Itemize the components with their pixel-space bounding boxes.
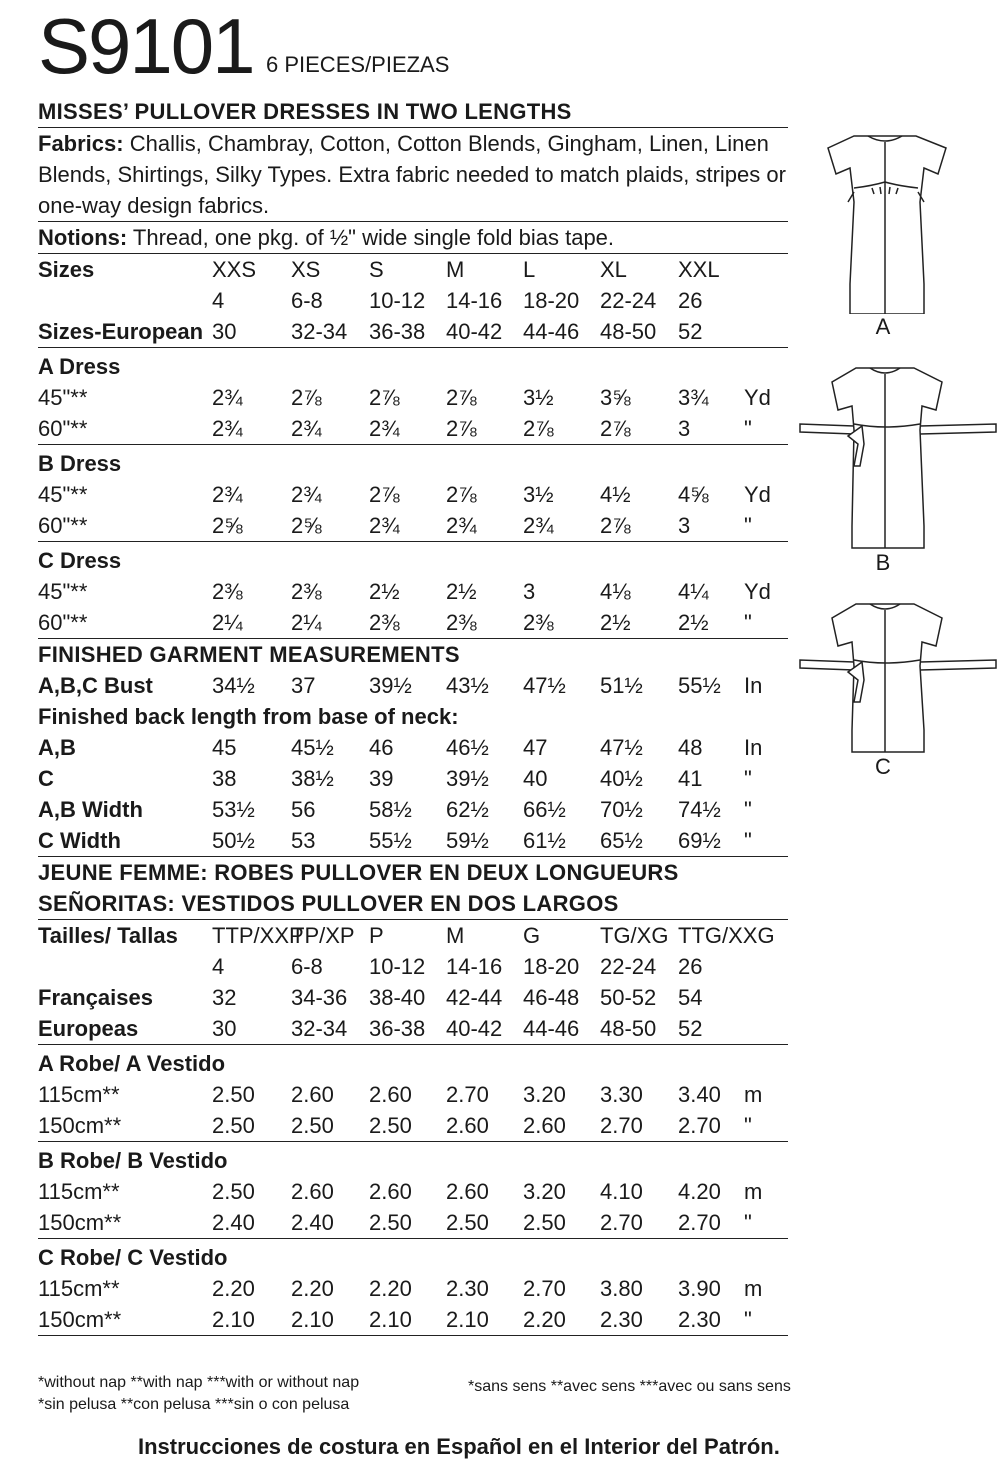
sizes-number-row [38, 285, 788, 316]
cell: 2½ [678, 610, 709, 635]
figure-label-a: A [875, 314, 891, 339]
cell: 2.10 [291, 1307, 334, 1332]
cell: M [446, 257, 465, 282]
cell: 46½ [446, 735, 489, 760]
yardage-metric-row [38, 1304, 788, 1335]
cell: 44-46 [523, 319, 580, 344]
cell: 2⅞ [600, 513, 631, 538]
cell: 2⅞ [446, 482, 477, 507]
figure-label-c: C [875, 754, 891, 779]
cell: 30 [212, 1016, 237, 1041]
cell: 2.60 [291, 1179, 334, 1204]
cell: 3 [678, 416, 691, 441]
cell: 2¾ [212, 482, 243, 507]
cell: 3⅝ [600, 385, 631, 410]
cell: 2.20 [291, 1276, 334, 1301]
dress-c-illustration [796, 602, 1000, 757]
pattern-number: S9101 [38, 2, 254, 90]
cell: 2.30 [600, 1307, 643, 1332]
cell: 10-12 [369, 288, 426, 313]
cell: 34-36 [291, 985, 348, 1010]
section-title-spanish: SEÑORITAS: VESTIDOS PULLOVER EN DOS LARGOS [38, 891, 619, 916]
cell: 3.20 [523, 1082, 566, 1107]
sizes-intl-row [38, 920, 788, 951]
cell: 53½ [212, 797, 255, 822]
cell: 59½ [446, 828, 489, 853]
finished-measurements-title: FINISHED GARMENT MEASUREMENTS [38, 642, 460, 667]
yardage-metric-row [38, 1273, 788, 1304]
cell: 4½ [600, 482, 631, 507]
cell: 38½ [291, 766, 334, 791]
figure-label-b: B [875, 550, 891, 575]
cell: 2.30 [678, 1307, 721, 1332]
view-title [38, 545, 788, 576]
cell: 41 [678, 766, 703, 791]
sizes-european-row [38, 316, 788, 347]
cell: 2⅝ [291, 513, 322, 538]
yardage-metric-row [38, 1176, 788, 1207]
cell: TP/XP [291, 923, 355, 948]
cell: 14-16 [446, 954, 503, 979]
cell: 2.50 [291, 1113, 334, 1138]
section-title: C Robe/ C Vestido [38, 1245, 228, 1270]
cell: 2.50 [212, 1179, 255, 1204]
cell: 2⅜ [291, 579, 322, 604]
cell: 2¾ [212, 385, 243, 410]
row-label: 60"** [38, 610, 88, 635]
figure-b [796, 366, 1000, 576]
yardage-metric-row [38, 1079, 788, 1110]
cell: 3.20 [523, 1179, 566, 1204]
cell: 3.40 [678, 1082, 721, 1107]
cell: 30 [212, 319, 237, 344]
cell: 26 [678, 288, 703, 313]
cell: 4 [212, 954, 225, 979]
cell: 2.40 [291, 1210, 334, 1235]
cell: G [523, 923, 541, 948]
cell: 2.60 [291, 1082, 334, 1107]
cell: 46-48 [523, 985, 580, 1010]
cell: 2⅜ [212, 579, 243, 604]
unit-cell: " [744, 1210, 752, 1235]
cell: 56 [291, 797, 316, 822]
cell: 55½ [678, 673, 721, 698]
unit-cell: Yd [744, 482, 771, 507]
cell: 2.10 [212, 1307, 255, 1332]
cell: 2⅞ [446, 385, 477, 410]
row-label: 150cm** [38, 1307, 122, 1332]
cell: P [369, 923, 384, 948]
cell: 2¾ [446, 513, 477, 538]
divider [38, 1335, 788, 1336]
cell: 61½ [523, 828, 566, 853]
cell: 2.50 [212, 1082, 255, 1107]
cell: 2.70 [600, 1113, 643, 1138]
cell: 2⅞ [291, 385, 322, 410]
section-title: Finished back length from base of neck: [38, 704, 459, 729]
unit-cell: m [744, 1082, 763, 1107]
yardage-row [38, 479, 788, 510]
cell: XL [600, 257, 627, 282]
cell: 4⅛ [600, 579, 631, 604]
unit-cell: " [744, 1307, 752, 1332]
notions-text: Thread, one pkg. of ½" wide single fold bias tape. [127, 225, 615, 250]
cell: 2.70 [678, 1113, 721, 1138]
row-label: 45"** [38, 385, 88, 410]
row-label: 115cm** [38, 1276, 120, 1301]
cell: 3 [678, 513, 691, 538]
cell: 39½ [369, 673, 412, 698]
unit-cell: " [744, 513, 752, 538]
cell: 37 [291, 673, 316, 698]
cell: L [523, 257, 536, 282]
unit-cell: " [744, 610, 752, 635]
cell: 2¾ [291, 416, 322, 441]
cell: 22-24 [600, 954, 657, 979]
yardage-row [38, 510, 788, 541]
row-label: 60"** [38, 513, 88, 538]
unit-cell: " [744, 766, 752, 791]
cell: 2.40 [212, 1210, 255, 1235]
cell: 2.50 [369, 1210, 412, 1235]
cell: 54 [678, 985, 703, 1010]
unit-cell: " [744, 416, 752, 441]
footnote-english: *without nap **with nap ***with or without nap [38, 1374, 360, 1391]
cell: 26 [678, 954, 703, 979]
fabrics-label: Fabrics: [38, 131, 124, 156]
unit-cell: " [744, 1113, 752, 1138]
cell: 14-16 [446, 288, 503, 313]
row-label: Françaises [38, 985, 153, 1010]
cell: 6-8 [291, 954, 323, 979]
cell: 2.70 [600, 1210, 643, 1235]
cell: 22-24 [600, 288, 657, 313]
cell: 2.60 [523, 1113, 566, 1138]
cell: 2.50 [369, 1113, 412, 1138]
cell: TG/XG [600, 923, 669, 948]
cell: 48 [678, 735, 703, 760]
cell: 2.60 [369, 1179, 412, 1204]
cell: 4 [212, 288, 225, 313]
cell: 3½ [523, 385, 554, 410]
row-label: Europeas [38, 1016, 139, 1041]
row-label: A,B,C Bust [38, 673, 153, 698]
cell: 47 [523, 735, 548, 760]
finished-row [38, 794, 788, 825]
cell: 2.30 [446, 1276, 489, 1301]
yardage-metric-row [38, 1110, 788, 1141]
cell: 2¾ [291, 482, 322, 507]
spanish-instructions-note: Instrucciones de costura en Español en el Interior del Patrón. [138, 1434, 780, 1459]
notions-paragraph [38, 222, 788, 253]
cell: 58½ [369, 797, 412, 822]
unit-cell: In [744, 673, 763, 698]
cell: 66½ [523, 797, 566, 822]
cell: 32 [212, 985, 237, 1010]
cell: 2¾ [369, 416, 400, 441]
cell: 2.60 [369, 1082, 412, 1107]
unit-cell: In [744, 735, 763, 760]
yardage-row [38, 607, 788, 638]
cell: 2⅝ [212, 513, 243, 538]
cell: 3.30 [600, 1082, 643, 1107]
row-label: Sizes [38, 257, 95, 282]
yardage-metric-row [38, 1207, 788, 1238]
cell: 4.10 [600, 1179, 643, 1204]
cell: 2⅜ [523, 610, 554, 635]
view-title-metric [38, 1242, 788, 1273]
cell: 39 [369, 766, 394, 791]
cell: S [369, 257, 384, 282]
sizes-row [38, 254, 788, 285]
row-label: 45"** [38, 482, 88, 507]
cell: XXS [212, 257, 257, 282]
cell: 2.70 [446, 1082, 489, 1107]
unit-cell: " [744, 797, 752, 822]
cell: 2.50 [212, 1113, 255, 1138]
fabrics-text: Challis, Chambray, Cotton, Cotton Blends, Gingham, Linen, Linen Blends, Shirtings, Silky Types. Extra fabric needed to match plaids, stripes or one-way design fabrics. [38, 131, 786, 218]
section-title: B Robe/ B Vestido [38, 1148, 228, 1173]
cell: 4¼ [678, 579, 709, 604]
footnote-french: *sans sens **avec sens ***avec ou sans sens [468, 1378, 791, 1395]
cell: 55½ [369, 828, 412, 853]
yardage-row [38, 413, 788, 444]
cell: 74½ [678, 797, 721, 822]
cell: 3.90 [678, 1276, 721, 1301]
row-label: 150cm** [38, 1210, 122, 1235]
row-label: 115cm** [38, 1179, 120, 1204]
cell: 2.50 [446, 1210, 489, 1235]
cell: 52 [678, 319, 703, 344]
figure-a [796, 124, 1000, 339]
view-title-metric [38, 1048, 788, 1079]
cell: 45 [212, 735, 237, 760]
cell: 2¼ [212, 610, 243, 635]
cell: 2⅜ [369, 610, 400, 635]
cell: 2.70 [523, 1276, 566, 1301]
cell: 2⅞ [369, 482, 400, 507]
cell: 3 [523, 579, 536, 604]
row-label: 115cm** [38, 1082, 120, 1107]
section-title: B Dress [38, 451, 122, 476]
cell: 40-42 [446, 319, 503, 344]
cell: 40½ [600, 766, 643, 791]
row-label: A,B [38, 735, 76, 760]
cell: 50-52 [600, 985, 657, 1010]
cell: 2.60 [446, 1113, 489, 1138]
cell: 45½ [291, 735, 334, 760]
cell: 18-20 [523, 954, 580, 979]
cell: 62½ [446, 797, 489, 822]
section-title: C Dress [38, 548, 122, 573]
pieces-count: 6 PIECES/PIEZAS [266, 52, 450, 77]
cell: 2⅞ [369, 385, 400, 410]
cell: 4⅝ [678, 482, 709, 507]
cell: TTP/XXP [212, 923, 304, 948]
finished-row [38, 732, 788, 763]
cell: 42-44 [446, 985, 503, 1010]
view-title [38, 448, 788, 479]
cell: 2¾ [523, 513, 554, 538]
unit-cell: Yd [744, 579, 771, 604]
row-label: Tailles/ Tallas [38, 923, 178, 948]
cell: 32-34 [291, 1016, 348, 1041]
cell: XXL [678, 257, 720, 282]
cell: M [446, 923, 465, 948]
cell: 2½ [446, 579, 477, 604]
cell: 46 [369, 735, 394, 760]
cell: 38 [212, 766, 237, 791]
view-title [38, 351, 788, 382]
cell: 38-40 [369, 985, 426, 1010]
cell: 48-50 [600, 319, 657, 344]
cell: 2⅞ [523, 416, 554, 441]
fabrics-paragraph [38, 128, 788, 221]
cell: 44-46 [523, 1016, 580, 1041]
cell: 2¼ [291, 610, 322, 635]
cell: 3½ [523, 482, 554, 507]
back-length-title [38, 701, 788, 732]
cell: 2.10 [446, 1307, 489, 1332]
finished-row [38, 825, 788, 856]
sizes-european-spanish-row [38, 1013, 788, 1044]
cell: XS [291, 257, 321, 282]
cell: 69½ [678, 828, 721, 853]
cell: 2⅜ [446, 610, 477, 635]
cell: 6-8 [291, 288, 323, 313]
section-title: A Dress [38, 354, 121, 379]
cell: 48-50 [600, 1016, 657, 1041]
cell: 2⅞ [446, 416, 477, 441]
cell: 47½ [600, 735, 643, 760]
cell: 70½ [600, 797, 643, 822]
cell: 2.50 [523, 1210, 566, 1235]
unit-cell: m [744, 1276, 763, 1301]
cell: 47½ [523, 673, 566, 698]
cell: 2.20 [523, 1307, 566, 1332]
notions-label: Notions: [38, 225, 128, 250]
cell: 51½ [600, 673, 643, 698]
row-label: 60"** [38, 416, 88, 441]
row-label: 150cm** [38, 1113, 122, 1138]
cell: 2.70 [678, 1210, 721, 1235]
cell: 50½ [212, 828, 255, 853]
cell: 39½ [446, 766, 489, 791]
row-label: A,B Width [38, 797, 143, 822]
finished-row [38, 763, 788, 794]
cell: 2.60 [446, 1179, 489, 1204]
row-label: C [38, 766, 54, 791]
row-label: Sizes-European [38, 319, 204, 344]
cell: 34½ [212, 673, 255, 698]
bust-row [38, 670, 788, 701]
cell: 4.20 [678, 1179, 721, 1204]
cell: 40 [523, 766, 548, 791]
cell: 65½ [600, 828, 643, 853]
section-title-english: MISSES’ PULLOVER DRESSES IN TWO LENGTHS [38, 99, 572, 124]
cell: 3.80 [600, 1276, 643, 1301]
cell: 36-38 [369, 319, 426, 344]
section-title-french: JEUNE FEMME: ROBES PULLOVER EN DEUX LONGUEURS [38, 860, 679, 885]
yardage-row [38, 382, 788, 413]
dress-a-illustration [796, 124, 1000, 314]
unit-cell: Yd [744, 385, 771, 410]
footnote-spanish: *sin pelusa **con pelusa ***sin o con pelusa [38, 1396, 350, 1413]
sizes-french-row [38, 982, 788, 1013]
cell: 2.20 [212, 1276, 255, 1301]
unit-cell: " [744, 828, 752, 853]
unit-cell: m [744, 1179, 763, 1204]
figure-c [796, 602, 1000, 782]
cell: 53 [291, 828, 316, 853]
cell: 2⅞ [600, 416, 631, 441]
cell: 2¾ [212, 416, 243, 441]
row-label: 45"** [38, 579, 88, 604]
cell: 40-42 [446, 1016, 503, 1041]
cell: 2½ [369, 579, 400, 604]
cell: 2.10 [369, 1307, 412, 1332]
dress-b-illustration [796, 366, 1000, 556]
cell: 2.20 [369, 1276, 412, 1301]
cell: TTG/XXG [678, 923, 775, 948]
view-title-metric [38, 1145, 788, 1176]
cell: 32-34 [291, 319, 348, 344]
cell: 18-20 [523, 288, 580, 313]
cell: 2¾ [369, 513, 400, 538]
cell: 10-12 [369, 954, 426, 979]
cell: 2½ [600, 610, 631, 635]
cell: 52 [678, 1016, 703, 1041]
chart-table [38, 96, 788, 1336]
cell: 43½ [446, 673, 489, 698]
row-label: C Width [38, 828, 121, 853]
sizes-intl-number-row [38, 951, 788, 982]
yardage-row [38, 576, 788, 607]
cell: 3¾ [678, 385, 709, 410]
section-title: A Robe/ A Vestido [38, 1051, 226, 1076]
cell: 36-38 [369, 1016, 426, 1041]
